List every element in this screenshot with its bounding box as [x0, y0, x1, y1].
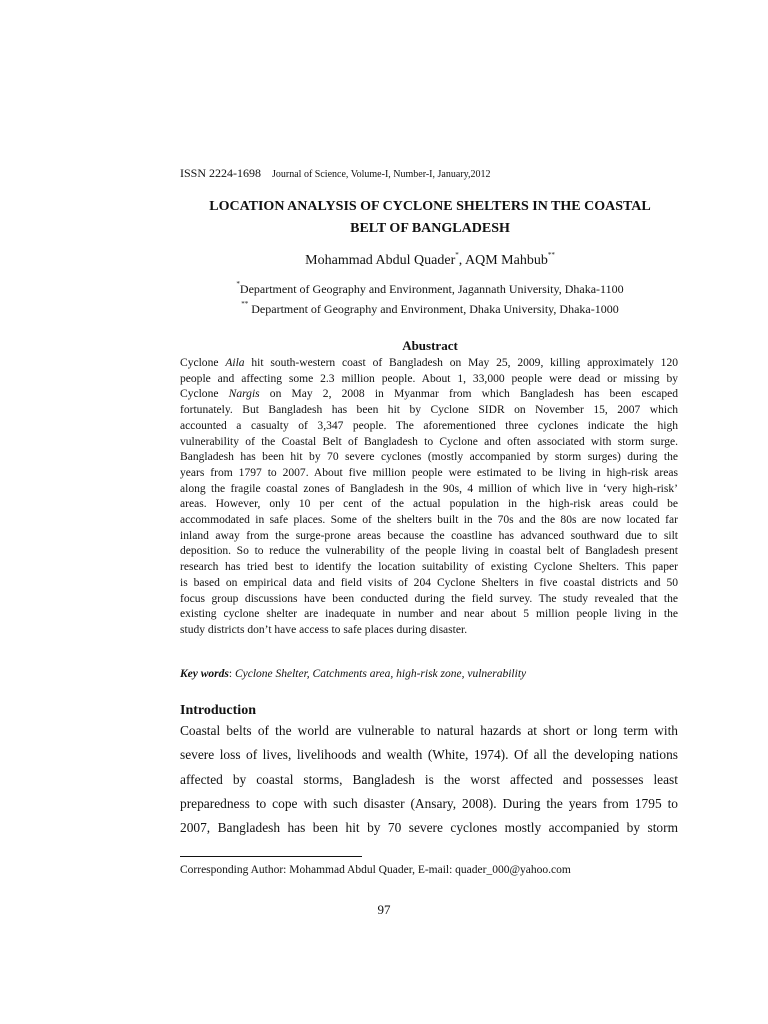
- affiliation-2: [150, 302, 710, 317]
- abstract-line: years from 1797 to 2007. About five million people were estimated to be living in high-risk areas: [180, 466, 678, 479]
- abstract-body: [180, 356, 678, 639]
- abstract-line: people and affecting some 2.3 million people. About 1, 33,000 people were dead or missing by: [180, 372, 678, 385]
- introduction-line: affected by coastal storms, Bangladesh is the worst affected and possesses least: [180, 771, 678, 787]
- affiliation-2-text: Department of Geography and Environment, Dhaka University, Dhaka-1000: [248, 302, 619, 316]
- abstract-line: is based on empirical data and field visits of 204 Cyclone Shelters in five coastal districts and 50: [180, 576, 678, 589]
- abstract-line: existing cyclone shelter are inadequate in number and near about 5 million people living in the: [180, 608, 678, 621]
- introduction-line: 2007, Bangladesh has been hit by 70 severe cyclones mostly accompanied by storm: [180, 820, 678, 836]
- keywords-label: Key words: [180, 668, 229, 680]
- author-1-mark: *: [455, 251, 459, 259]
- title-line-1: LOCATION ANALYSIS OF CYCLONE SHELTERS IN THE COASTAL: [209, 199, 651, 214]
- keywords: [180, 668, 526, 680]
- introduction-body: [180, 719, 678, 840]
- abstract-line: areas. However, only 10 per cent of the actual population in the high-risk areas could be: [180, 498, 678, 511]
- abstract-line: research has tried best to identify the location suitability of existing Cyclone Shelters. This paper: [180, 561, 678, 574]
- authors: [150, 253, 710, 269]
- page-number: 97: [377, 902, 391, 917]
- issn: ISSN 2224-1698: [180, 166, 262, 180]
- abstract-line: inland away from the surge-prone areas because the coastline has advanced southward due to silt: [180, 529, 678, 542]
- affiliation-2-mark: **: [241, 300, 249, 308]
- abstract-line: study districts don’t have access to safe places during disaster.: [180, 623, 468, 636]
- journal-info: Journal of Science, Volume-I, Number-I, January,2012: [272, 169, 491, 180]
- author-2: AQM Mahbub: [464, 253, 548, 268]
- affiliation-1-text: Department of Geography and Environment, Jagannath University, Dhaka-1100: [239, 282, 624, 296]
- abstract-line: Cyclone Nargis on May 2, 2008 in Myanmar from which Bangladesh has been escaped: [180, 388, 679, 401]
- introduction-heading: Introduction: [180, 703, 256, 718]
- author-2-mark: **: [547, 251, 555, 259]
- introduction-line: severe loss of lives, livelihoods and wealth (White, 1974). Of all the developing nations: [180, 747, 678, 763]
- abstract-line: accounted a casualty of 3,347 people. The aforementioned three cyclones indicate the high: [180, 419, 678, 432]
- keywords-value: Cyclone Shelter, Catchments area, high-risk zone, vulnerability: [234, 668, 527, 680]
- title-line-2: BELT OF BANGLADESH: [350, 221, 510, 236]
- abstract-heading: Abustract: [402, 338, 458, 353]
- footnote: Corresponding Author: Mohammad Abdul Quader, E-mail: quader_000@yahoo.com: [180, 864, 571, 876]
- abstract-line: fortunately. But Bangladesh has been hit by Cyclone SIDR on November 15, 2007 which: [180, 404, 678, 417]
- author-separator: ,: [458, 253, 465, 268]
- paper-title: [150, 196, 710, 240]
- abstract-line: Bangladesh has been hit by 70 severe cyclones (mostly accompanied by storm surges) during the: [180, 451, 678, 464]
- affiliation-1: [150, 282, 710, 297]
- introduction-line: Coastal belts of the world are vulnerable to natural hazards at short or long term with: [180, 723, 678, 738]
- keywords-sep: :: [228, 668, 235, 680]
- journal-header: [180, 166, 490, 181]
- abstract-line: Cyclone Aila hit south-western coast of Bangladesh on May 25, 2009, killing approximately 120: [180, 357, 678, 369]
- abstract-line: accommodated in safe places. Some of the shelters built in the 70s and the 80s are now located far: [180, 514, 678, 527]
- author-1: Mohammad Abdul Quader: [305, 253, 456, 268]
- abstract-line: vulnerability of the Coastal Belt of Bangladesh to Cyclone and often associated with storm surge.: [180, 435, 678, 448]
- abstract-line: along the fragile coastal zones of Bangladesh in the 90s, 4 million of which live in ‘very high-risk’: [180, 482, 678, 495]
- abstract-line: deposition. So to reduce the vulnerability of the people living in coastal belt of Bangladesh present: [180, 545, 678, 558]
- abstract-line: focus group discussions have been conducted during the field survey. The study revealed that the: [180, 592, 678, 605]
- introduction-line: preparedness to cope with such disaster (Ansary, 2008). During the years from 1795 to: [180, 795, 678, 811]
- footnote-rule: [180, 856, 362, 857]
- affiliation-1-mark: *: [236, 280, 240, 288]
